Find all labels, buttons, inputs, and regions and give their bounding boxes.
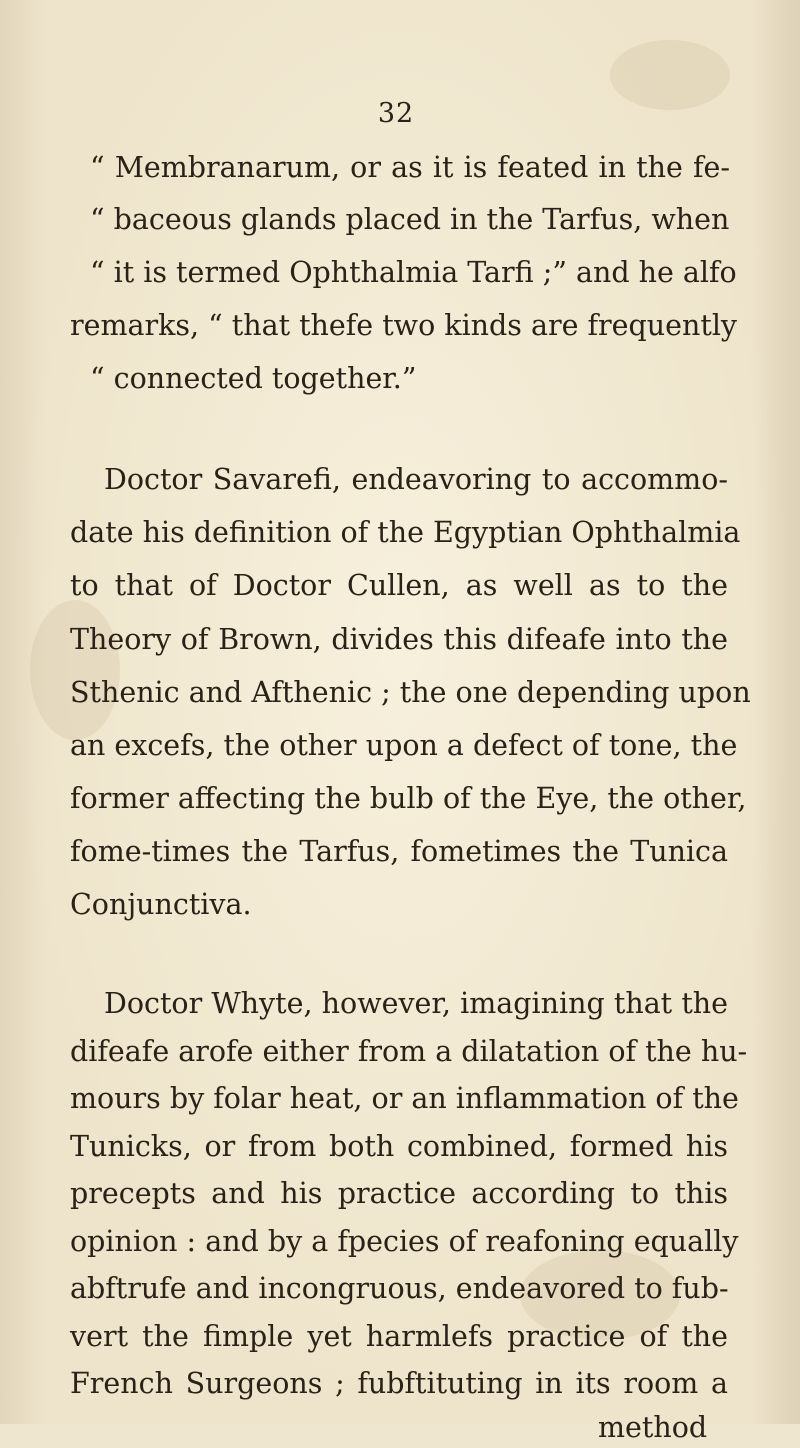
text-line: Sthenic and Afthenic ; the one depending upon [70,676,751,709]
text-line: an excefs, the other upon a defect of tone, the [70,729,738,762]
text-line: “ Membranarum, or as it is feated in the fe- [90,151,730,184]
text-line: “ it is termed Ophthalmia Tarfi ;” and he alfo [90,256,737,289]
text-line: Doctor Savarefi, endeavoring to accommo- [104,463,728,496]
text-line: “ connected together.” [90,362,417,395]
text-line: opinion : and by a fpecies of reafoning equally [70,1224,739,1258]
text-line: remarks, “ that thefe two kinds are frequently [70,309,738,342]
text-line: fome-times the Tarfus, fometimes the Tunica [70,835,728,868]
text-line: date his definition of the Egyptian Ophthalmia [70,516,741,549]
text-line: Conjunctiva. [70,888,252,921]
text-line: French Surgeons ; fubftituting in its room a [70,1367,728,1400]
text-line: “ baceous glands placed in the Tarfus, when [90,203,730,236]
page-number: 32 [377,98,415,129]
text-line: to that of Doctor Cullen, as well as to the [70,569,728,602]
paper-stain [610,40,730,110]
text-line: Theory of Brown, divides this difeafe into the [70,623,728,656]
text-line: vert the fimple yet harmlefs practice of the [70,1319,728,1353]
text-line: mours by folar heat, or an inflammation of the [70,1082,739,1115]
text-line: difeafe arofe either from a dilatation of the hu- [70,1034,748,1068]
text-line: abftrufe and incongruous, endeavored to fub- [70,1272,729,1305]
text-line: precepts and his practice according to this [70,1177,728,1210]
catchword: method [598,1410,708,1444]
text-line: former affecting the bulb of the Eye, the other, [70,782,747,815]
text-line: Tunicks, or from both combined, formed his [70,1129,728,1163]
text-line: Doctor Whyte, however, imagining that the [104,987,728,1020]
